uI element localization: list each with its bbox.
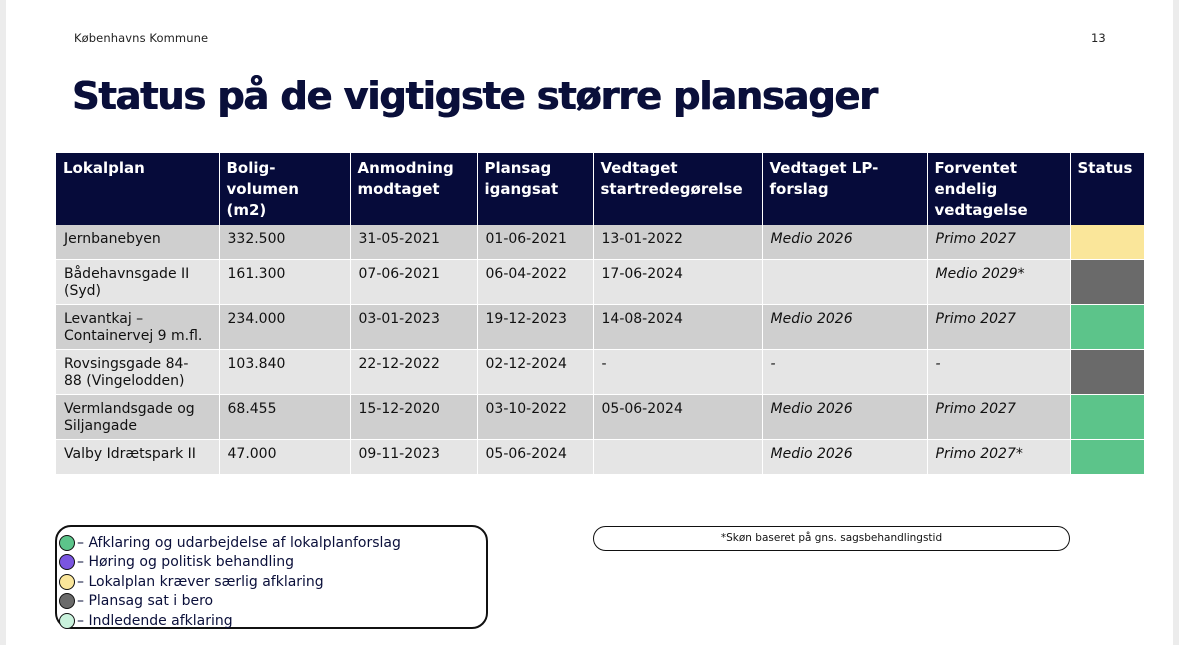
legend-item [59, 572, 486, 592]
legend-dot-icon [59, 593, 75, 609]
legend-dot-icon [59, 554, 75, 570]
cell-forventet: Medio 2029* [927, 260, 1070, 305]
cell-igangsat: 06-04-2022 [477, 260, 593, 305]
table-row [56, 260, 1144, 305]
plansager-table [56, 153, 1144, 475]
cell-anmodning: 15-12-2020 [350, 395, 477, 440]
legend-label: – Plansag sat i bero [77, 593, 214, 610]
cell-lokalplan: Levantkaj – Containervej 9 m.fl. [56, 305, 219, 350]
status-indicator [1071, 305, 1145, 349]
status-legend [55, 525, 488, 629]
cell-igangsat: 03-10-2022 [477, 395, 593, 440]
table-header-row [56, 153, 1144, 225]
cell-lp-forslag: Medio 2026 [762, 305, 927, 350]
cell-volumen: 234.000 [219, 305, 350, 350]
cell-volumen: 161.300 [219, 260, 350, 305]
cell-lp-forslag: Medio 2026 [762, 440, 927, 475]
column-header-anmodning: Anmodning modtaget [350, 153, 477, 225]
status-indicator [1071, 350, 1145, 394]
cell-forventet: - [927, 350, 1070, 395]
table-row [56, 350, 1144, 395]
cell-status [1070, 350, 1144, 395]
cell-volumen: 47.000 [219, 440, 350, 475]
cell-igangsat: 01-06-2021 [477, 225, 593, 260]
cell-anmodning: 22-12-2022 [350, 350, 477, 395]
cell-startredegorelse [593, 440, 762, 475]
legend-dot-icon [59, 574, 75, 590]
cell-lokalplan: Bådehavnsgade II (Syd) [56, 260, 219, 305]
page-number: 13 [1091, 31, 1106, 45]
cell-startredegorelse: 17-06-2024 [593, 260, 762, 305]
cell-volumen: 68.455 [219, 395, 350, 440]
cell-lokalplan: Rovsingsgade 84- 88 (Vingelodden) [56, 350, 219, 395]
legend-item [59, 592, 486, 612]
cell-igangsat: 02-12-2024 [477, 350, 593, 395]
cell-lokalplan: Vermlandsgade og Siljangade [56, 395, 219, 440]
cell-status [1070, 260, 1144, 305]
cell-lp-forslag [762, 260, 927, 305]
cell-lp-forslag: Medio 2026 [762, 225, 927, 260]
cell-igangsat: 19-12-2023 [477, 305, 593, 350]
cell-anmodning: 09-11-2023 [350, 440, 477, 475]
legend-label: – Afklaring og udarbejdelse af lokalplanforslag [77, 534, 401, 551]
cell-status [1070, 225, 1144, 260]
cell-lokalplan: Valby Idrætspark II [56, 440, 219, 475]
status-indicator [1071, 440, 1145, 474]
column-header-igangsat: Plansag igangsat [477, 153, 593, 225]
cell-anmodning: 31-05-2021 [350, 225, 477, 260]
page-title: Status på de vigtigste større plansager [72, 74, 877, 118]
cell-forventet: Primo 2027* [927, 440, 1070, 475]
column-header-status: Status [1070, 153, 1144, 225]
table-row [56, 395, 1144, 440]
cell-status [1070, 395, 1144, 440]
column-header-lp-forslag: Vedtaget LP- forslag [762, 153, 927, 225]
status-indicator [1071, 395, 1145, 439]
cell-volumen: 332.500 [219, 225, 350, 260]
cell-anmodning: 07-06-2021 [350, 260, 477, 305]
legend-dot-icon [59, 535, 75, 551]
legend-label: – Indledende afklaring [77, 612, 233, 629]
cell-startredegorelse: - [593, 350, 762, 395]
table-row [56, 305, 1144, 350]
cell-lp-forslag: Medio 2026 [762, 395, 927, 440]
cell-startredegorelse: 14-08-2024 [593, 305, 762, 350]
column-header-forventet: Forventet endelig vedtagelse [927, 153, 1070, 225]
column-header-startredegorelse: Vedtaget startredegørelse [593, 153, 762, 225]
footnote-box: *Skøn baseret på gns. sagsbehandlingstid [593, 526, 1070, 551]
column-header-volumen: Bolig- volumen (m2) [219, 153, 350, 225]
cell-lp-forslag: - [762, 350, 927, 395]
table-row [56, 440, 1144, 475]
legend-item [59, 553, 486, 573]
column-header-lokalplan: Lokalplan [56, 153, 219, 225]
legend-item [59, 533, 486, 553]
cell-startredegorelse: 05-06-2024 [593, 395, 762, 440]
cell-volumen: 103.840 [219, 350, 350, 395]
status-indicator [1071, 225, 1145, 259]
cell-status [1070, 440, 1144, 475]
table-row [56, 225, 1144, 260]
cell-forventet: Primo 2027 [927, 225, 1070, 260]
cell-forventet: Primo 2027 [927, 395, 1070, 440]
cell-forventet: Primo 2027 [927, 305, 1070, 350]
legend-label: – Høring og politisk behandling [77, 554, 295, 571]
legend-item [59, 611, 486, 631]
status-indicator [1071, 260, 1145, 304]
cell-igangsat: 05-06-2024 [477, 440, 593, 475]
cell-startredegorelse: 13-01-2022 [593, 225, 762, 260]
cell-anmodning: 03-01-2023 [350, 305, 477, 350]
legend-label: – Lokalplan kræver særlig afklaring [77, 573, 324, 590]
organization-label: Københavns Kommune [74, 31, 209, 45]
legend-dot-icon [59, 613, 75, 629]
cell-lokalplan: Jernbanebyen [56, 225, 219, 260]
cell-status [1070, 305, 1144, 350]
